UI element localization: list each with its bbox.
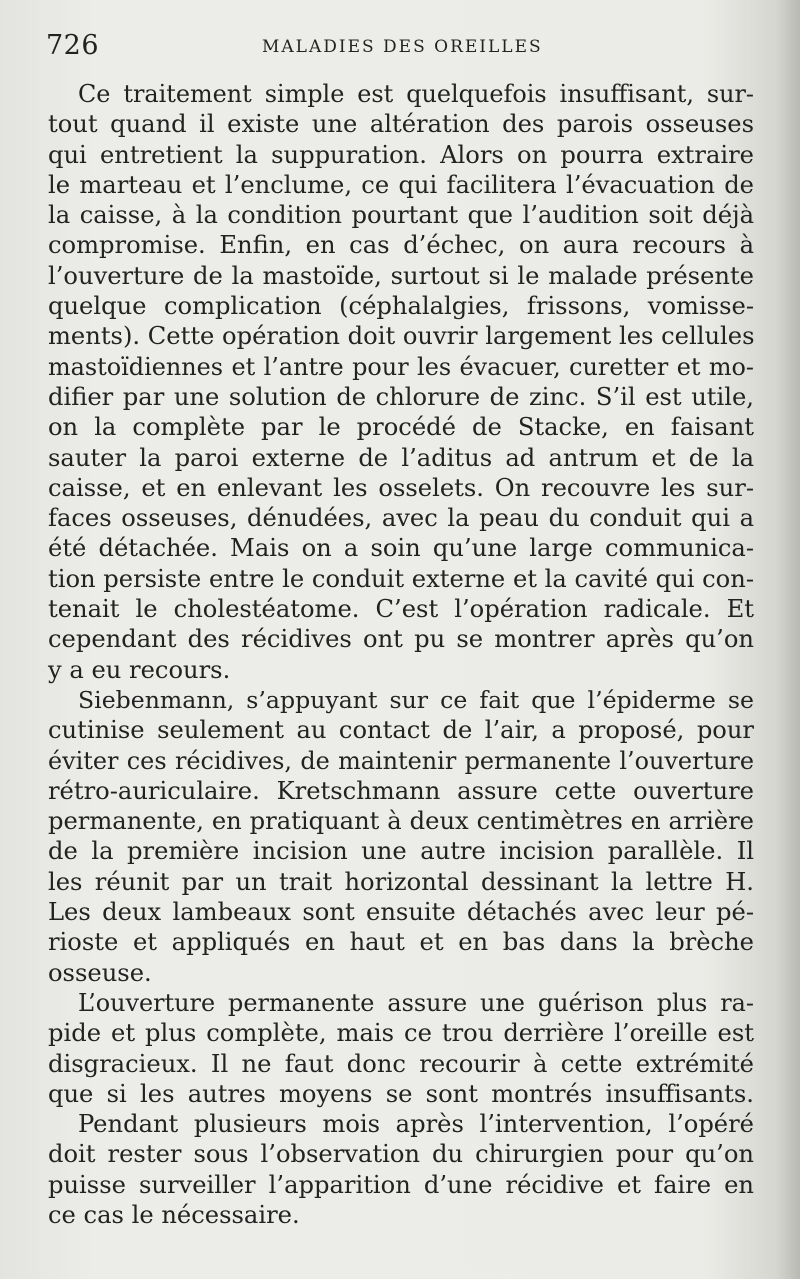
text-line: tenait le cholestéatome. C’est l’opération radicale. Et	[48, 595, 754, 624]
text-line: doit rester sous l’observation du chirurgien pour qu’on	[48, 1140, 754, 1169]
text-line: permanente, en pratiquant à deux centimètres en arrière	[48, 807, 754, 836]
text-line: que si les autres moyens se sont montrés insuffisants.	[48, 1079, 754, 1108]
text-line: de la première incision une autre incision parallèle. Il	[48, 837, 754, 866]
text-line: éviter ces récidives, de maintenir permanente l’ouverture	[48, 746, 754, 775]
text-line: qui entretient la suppuration. Alors on pourra extraire	[48, 140, 754, 169]
text-line: faces osseuses, dénudées, avec la peau du conduit qui a	[48, 504, 754, 533]
running-head: MALADIES DES OREILLES	[262, 37, 543, 57]
text-line: ce cas le nécessaire.	[48, 1200, 300, 1229]
text-line: la caisse, à la condition pourtant que l’audition soit déjà	[48, 201, 754, 230]
text-line: on la complète par le procédé de Stacke, en faisant	[48, 413, 754, 442]
text-line: tion persiste entre le conduit externe et la cavité qui con-	[48, 564, 754, 593]
text-line: disgracieux. Il ne faut donc recourir à cette extrémité	[48, 1049, 754, 1078]
text-line: rioste et appliqués en haut et en bas dans la brèche	[48, 928, 754, 957]
text-line: tout quand il existe une altération des parois osseuses	[48, 110, 754, 139]
text-line: les réunit par un trait horizontal dessinant la lettre H.	[48, 867, 754, 896]
text-line: difier par une solution de chlorure de zinc. S’il est utile,	[48, 382, 754, 411]
text-line: le marteau et l’enclume, ce qui facilitera l’évacuation de	[48, 170, 754, 199]
text-line: mastoïdiennes et l’antre pour les évacuer, curetter et mo-	[48, 352, 754, 381]
text-line: osseuse.	[48, 958, 152, 987]
text-line: Pendant plusieurs mois après l’intervention, l’opéré	[78, 1110, 754, 1139]
text-line: Ce traitement simple est quelquefois insuffisant, sur-	[78, 80, 754, 108]
text-line: y a eu recours.	[48, 655, 231, 684]
text-line: Les deux lambeaux sont ensuite détachés avec leur pé-	[48, 898, 754, 927]
text-line: rétro-auriculaire. Kretschmann assure cette ouverture	[48, 776, 754, 805]
text-line: ments). Cette opération doit ouvrir largement les cellules	[48, 322, 755, 351]
text-line: cependant des récidives ont pu se montrer après qu’on	[48, 625, 754, 654]
text-line: cutinise seulement au contact de l’air, a proposé, pour	[48, 716, 754, 745]
text-line: L’ouverture permanente assure une guérison plus ra-	[78, 988, 754, 1017]
text-line: puisse surveiller l’apparition d’une récidive et faire en	[48, 1170, 754, 1199]
text-line: compromise. Enfin, en cas d’échec, on aura recours à	[48, 231, 754, 260]
text-line: Siebenmann, s’appuyant sur ce fait que l’épiderme se	[78, 685, 754, 714]
body-text	[48, 79, 754, 1230]
page-header	[46, 28, 754, 68]
page-number: 726	[46, 30, 100, 61]
text-line: caisse, et en enlevant les osselets. On recouvre les sur-	[48, 473, 754, 502]
text-line: été détachée. Mais on a soin qu’une large communica-	[48, 534, 754, 563]
text-line: quelque complication (céphalalgies, frissons, vomisse-	[48, 292, 754, 321]
text-line: pide et plus complète, mais ce trou derrière l’oreille est	[48, 1019, 754, 1048]
text-line: l’ouverture de la mastoïde, surtout si le malade présente	[48, 261, 754, 290]
text-line: sauter la paroi externe de l’aditus ad antrum et de la	[48, 443, 754, 472]
